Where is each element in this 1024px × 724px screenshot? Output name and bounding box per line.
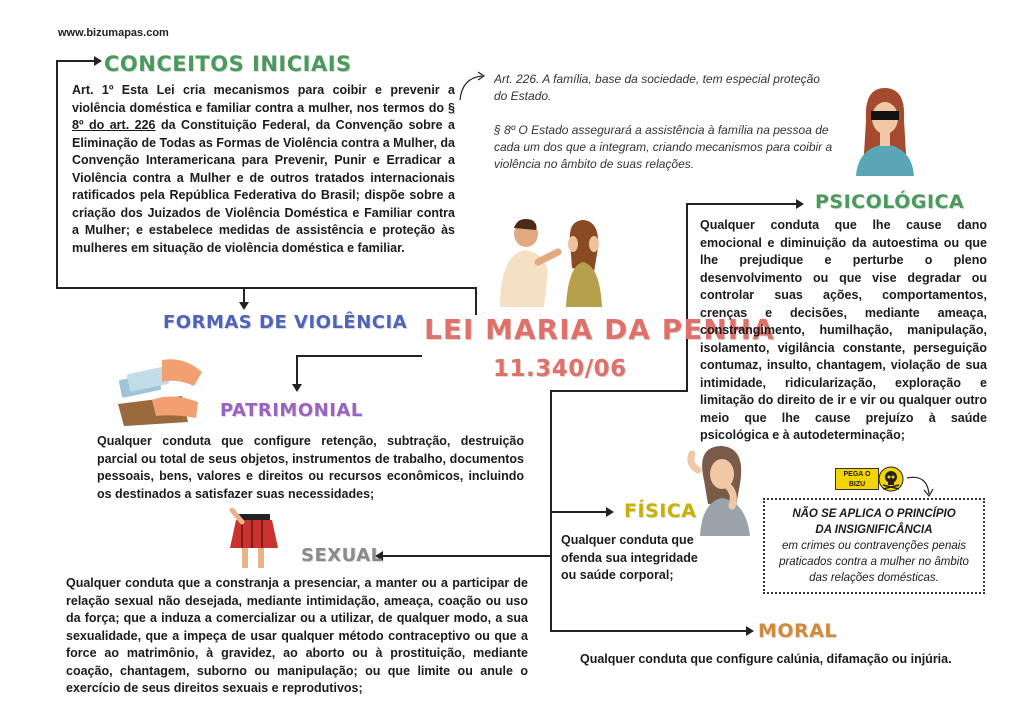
sexual-heading: SEXUAL: [301, 545, 383, 566]
note-title-line2: DA INSIGNIFICÂNCIA: [815, 524, 933, 536]
sexual-text: Qualquer conduta que a constranja a presenciar, a manter ou a participar de relação sexual não desejada, mediante intimidação, ameaça, coação ou uso da força; que a induza a comercializar ou a utilizar, de qualquer modo, a sua sexualidade, que a impeça de usar qualquer método contraceptivo ou que a force ao matrimônio, à gravidez, ao aborto ou à prostituição, mediante coação, chantagem, suborno ou manipulação; ou que limite ou anule o exercício de seus direitos sexuais e reprodutivos;: [66, 576, 528, 695]
arrow-right: [746, 626, 754, 636]
conceitos-text-a: Art. 1º Esta Lei cria mecanismos para coibir e prevenir a violência doméstica e familiar contra a mulher, nos termos do: [72, 83, 455, 115]
woman-avatar-icon: [852, 84, 918, 176]
connector-line: [382, 555, 550, 557]
money-hands-icon: [112, 356, 210, 426]
moral-heading: MORAL: [758, 620, 838, 642]
site-url[interactable]: www.bizumapas.com: [58, 27, 169, 39]
skull-icon: [878, 466, 904, 492]
conceitos-text: [72, 82, 455, 257]
patrimonial-heading: PATRIMONIAL: [220, 400, 363, 421]
connector-line: [296, 355, 298, 385]
connector-line: [475, 287, 477, 315]
pega-o-bizu-badge: PEGA O BIZU: [835, 468, 879, 490]
arrow-right: [94, 56, 102, 66]
arrow-right: [796, 199, 804, 209]
fisica-text: Qualquer conduta que ofenda sua integridade ou saúde corporal;: [561, 533, 698, 582]
connector-line: [243, 287, 245, 303]
curved-arrow-icon: [905, 472, 935, 498]
conceitos-text-b: da Constituição Federal, da Convenção sobre a Eliminação de Todas as Formas de Violência contra a Mulher, da Convenção Interamericana para Prevenir, Punir e Erradicar a Violência contra a Mulher e de outros tratados internacionais ratificados pela República Federativa do Brasil; dispõe sobre a criação dos Juizados de Violência Doméstica e Familiar contra a Mulher; e estabelece medidas de assistência e proteção às mulheres em situação de violência doméstica e familiar.: [72, 118, 455, 255]
connector-line: [686, 203, 688, 392]
psicologica-heading: PSICOLÓGICA: [815, 191, 965, 213]
skirt-figure-icon: [228, 508, 280, 572]
art226-quote: Art. 226. A família, base da sociedade, tem especial proteção do Estado.: [494, 72, 820, 103]
connector-line: [550, 630, 748, 632]
fisica-heading: FÍSICA: [624, 500, 697, 522]
couple-argument-icon: [488, 212, 613, 307]
connector-line: [56, 60, 58, 288]
article-226-link[interactable]: § 8º do art. 226: [72, 100, 455, 132]
curved-arrow-icon: [458, 70, 488, 102]
connector-line: [550, 390, 552, 630]
main-title: LEI MARIA DA PENHA: [424, 313, 775, 346]
connector-line: [296, 355, 422, 357]
insignificance-note: [763, 498, 985, 594]
connector-line: [550, 390, 686, 392]
formas-heading: FORMAS DE VIOLÊNCIA: [163, 312, 408, 333]
psicologica-text: Qualquer conduta que lhe cause dano emocional e diminuição da autoestima ou que lhe prejudique e perturbe o pleno desenvolvimento ou que vise degradar ou controlar suas ações, comportamentos, crenças e decisões, mediante ameaça, constrangimento, humilhação, manipulação, isolamento, vigilância constante, perseguição contumaz, insulto, chantagem, violação de sua intimidade, ridicularização, exploração e limitação do direito de ir e vir ou qualquer outro meio que lhe cause prejuízo à saúde psicológica e à autodeterminação;: [700, 218, 987, 442]
conceitos-heading: CONCEITOS INICIAIS: [104, 52, 352, 76]
arrow-down: [292, 384, 302, 392]
connector-line: [550, 511, 608, 513]
connector-line: [56, 60, 96, 62]
arrow-right: [606, 507, 614, 517]
arrow-down: [239, 302, 249, 310]
note-title-line1: NÃO SE APLICA O PRINCÍPIO: [792, 508, 956, 520]
connector-line: [686, 203, 798, 205]
law-number: 11.340/06: [493, 356, 627, 382]
moral-text: Qualquer conduta que configure calúnia, difamação ou injúria.: [580, 652, 952, 666]
par8-quote: § 8º O Estado assegurará a assistência à família na pessoa de cada um dos que a integram, criando mecanismos para coibir a violência no âmbito de suas relações.: [494, 123, 833, 171]
connector-line: [56, 287, 476, 289]
patrimonial-text: Qualquer conduta que configure retenção, subtração, destruição parcial ou total de seus objetos, instrumentos de trabalho, documentos pessoais, bens, valores e direitos ou recursos econômicos, incluindo os destinados a satisfazer suas necessidades;: [97, 434, 524, 501]
note-body: em crimes ou contravenções penais praticados contra a mulher no âmbito das relações domésticas.: [779, 540, 969, 584]
